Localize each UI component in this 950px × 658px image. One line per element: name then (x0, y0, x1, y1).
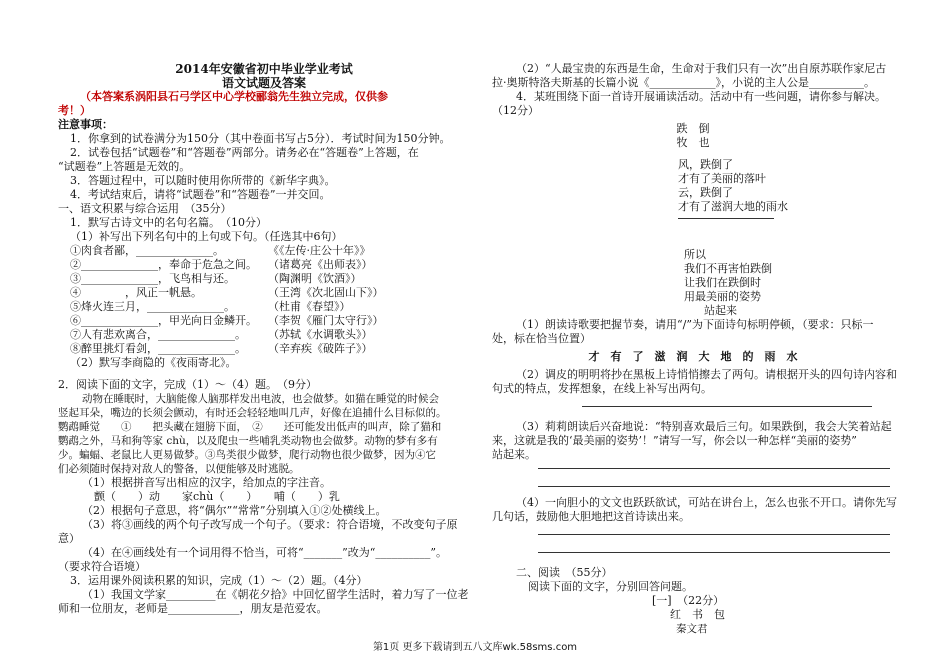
question-item: 来，这就是我的‘最美丽的姿势’！”请写一写，你会以一种怎样“美丽的姿势” (492, 434, 857, 447)
poem-line: 让我们在跌倒时 (684, 276, 761, 289)
passage-text: 少。蝙蝠、老鼠比人更易做梦。③鸟类很少做梦，爬行动物也很少做梦，因为④它 (58, 449, 436, 461)
subsection-number: [一] （22分） (652, 594, 725, 607)
poem-line-item: ⑥______________，甲光向日金鳞开。 （李贺《雁门太守行》） (70, 314, 384, 327)
poem-line: 才有了美丽的落叶 (678, 172, 766, 185)
question-item: （3）将③画线的两个句子改写成一个句子。（要求：符合语境，不改变句子原 (82, 518, 458, 531)
poem-title: 跌 倒 (676, 122, 710, 135)
notice-item: “试题卷”上答题是无效的。 (58, 160, 191, 173)
answer-line[interactable] (538, 486, 890, 487)
poem-line-item: ②______________，奉命于危急之间。 （诸葛亮《出师表》） (70, 258, 373, 271)
section-heading: 一、语文积累与综合运用 （35分） (58, 202, 232, 215)
question-heading: 2．阅读下面的文字，完成（1）～（4）题。 （9分） (58, 378, 317, 391)
passage-text: 动物在睡眠时，大脑能像人脑那样发出电波，也会做梦。如猫在睡觉的时候会 (82, 393, 439, 405)
answer-line[interactable] (538, 552, 890, 553)
question-item: （4）一向胆小的文文也跃跃欲试，可站在讲台上，怎么也张不开口。请你先写 (516, 496, 897, 509)
notice-item: 2．试卷包括“试题卷”和“答题卷”两部分。请务必在“答题卷”上答题，在 (70, 146, 419, 159)
section-heading: 二、阅读 （55分） (516, 566, 613, 579)
article-title: 红 书 包 (670, 608, 725, 621)
question-instruction: （2）默写李商隐的《夜雨寄北》。 (70, 356, 237, 369)
question-item: （1）朗读诗歌要把握节奏，请用“/”为下面诗句标明停顿，（要求：只标一 (516, 318, 874, 331)
exam-subtitle: 语文试题及答案 (221, 76, 306, 90)
question-heading: 3．运用课外阅读积累的知识，完成（1）～（2）题。（4分） (70, 574, 368, 587)
poem-line: 云，跌倒了 (678, 186, 733, 199)
poem-line-item: ⑧醉里挑灯看剑，______________。 （辛弃疾《破阵子》） (70, 342, 373, 355)
question-item: （1）根据拼音写出相应的汉字，给加点的字注音。 (82, 476, 331, 489)
exam-title: 2014年安徽省初中毕业学业考试 (175, 62, 353, 76)
notice-heading: 注意事项： (58, 118, 113, 131)
poem-line: 所以 (684, 248, 706, 261)
poem-line: 用最美丽的姿势 (684, 290, 761, 303)
question-item: （2）根据句子意思，将“偶尔”“常常”分别填入①②处横线上。 (82, 504, 387, 517)
question-item: （要求符合语境） (58, 560, 146, 573)
poem-line-item: ③______________，飞鸟相与还。 （陶渊明《饮酒》） (70, 272, 362, 285)
passage-text: 们必须随时保持对敌人的警备，以便能够及时逃脱。 (58, 463, 300, 475)
notice-item: 4．考试结束后，请将“试题卷”和“答题卷”一并交回。 (70, 188, 331, 201)
answer-line[interactable] (582, 406, 872, 407)
question-item: 师和一位朋友，老师是_____________，朋友是范爱农。 (58, 602, 328, 615)
question-item: 意） (58, 532, 80, 545)
passage-text: 竖起耳朵，嘴边的长须会颤动，有时还会轻轻地叫几声，好像在追捕什么目标似的。 (58, 407, 447, 419)
question-item: （2）调皮的明明将抄在黑板上诗悄悄擦去了两句。请根据开头的四句诗内容和 (516, 368, 897, 381)
question-item: （3）莉莉朗读后兴奋地说：“特别喜欢最后三句。如果跌倒，我会大笑着站起 (516, 420, 892, 433)
spaced-poem-line: 才 有 了 滋 润 大 地 的 雨 水 (588, 350, 798, 363)
poem-line-item: ①肉食者鄙，______________。 《《左传·庄公十年》》 (70, 244, 371, 257)
page-footer: 第1页 更多下载请到五八文库wk.58sms.com (372, 642, 578, 653)
author-note-line1: （本答案系涡阳县石弓学区中心学校郦翁先生独立完成，仅供参 (80, 90, 388, 103)
question-item: （4）在④画线处有一个词用得不恰当，可将“_______”改为“__________”。 (82, 546, 447, 559)
section-instruction: 阅读下面的文字，分别回答问题。 (528, 580, 693, 593)
question-item: 拉·奥斯特洛夫斯基的长篇小说《____________》，小说的主人公是__________。 (492, 76, 875, 89)
question-item: 几句话，鼓励他大胆地把这首诗读出来。 (492, 510, 690, 523)
poem-line-item: ④ ，风正一帆悬。 （王湾《次北固山下》） (70, 286, 384, 299)
question-heading: 4．某班围绕下面一首诗开展诵读活动。活动中有一些问题，请你参与解决。 (516, 90, 886, 103)
question-item: 颤（ ）动 家chù（ ） 哺（ ）乳 (94, 490, 340, 503)
question-instruction: （1）补写出下列名句中的上句或下句。（任选其中6句） (70, 230, 343, 243)
passage-text: 鹦鹉睡觉 ① 把头藏在翅膀下面， ② 还可能发出低声的叫声，除了猫和 (58, 421, 442, 433)
blank-line[interactable] (678, 218, 774, 219)
question-item: 站起来。 (492, 448, 536, 461)
poem-line-item: ⑦人有悲欢离合，______________。 （苏轼《水调歌头》） (70, 328, 373, 341)
poem-line: 才有了滋润大地的雨水 (678, 200, 788, 213)
poem-line-item: ⑤烽火连三月，______________。 （杜甫《春望》） (70, 300, 351, 313)
answer-line[interactable] (538, 468, 890, 469)
passage-text: 鹦鹉之外，马和狗等家 chù，以及爬虫一些哺乳类动物也会做梦。动物的梦有多有 (58, 435, 438, 447)
question-item: 处，标在恰当位置） (492, 332, 591, 345)
poem-line: 我们不再害怕跌倒 (684, 262, 772, 275)
notice-item: 1．你拿到的试卷满分为150分（其中卷面书写占5分）．考试时间为150分钟。 (70, 132, 451, 145)
question-heading: （12分） (492, 104, 539, 117)
poem-line: 风，跌倒了 (678, 158, 733, 171)
poem-line: 站起来 (704, 304, 737, 317)
question-item: 句式的特点，发挥想象，在线上补写出两句。 (492, 382, 712, 395)
question-item: （1）我国文学家_________在《朝花夕拾》中回忆留学生活时，着力写了一位老 (82, 588, 469, 601)
author-note-line2: 考！） (58, 104, 91, 117)
article-author: 秦文君 (676, 623, 708, 635)
answer-line[interactable] (538, 534, 890, 535)
notice-item: 3．答题过程中，可以随时使用你所带的《新华字典》。 (70, 174, 336, 187)
question-heading: 1．默写古诗文中的名句名篇。 （10分） (70, 216, 267, 229)
poem-author: 牧 也 (676, 136, 710, 149)
question-item: （2）“人最宝贵的东西是生命，生命对于我们只有一次”出自原苏联作家尼古 (516, 62, 887, 75)
